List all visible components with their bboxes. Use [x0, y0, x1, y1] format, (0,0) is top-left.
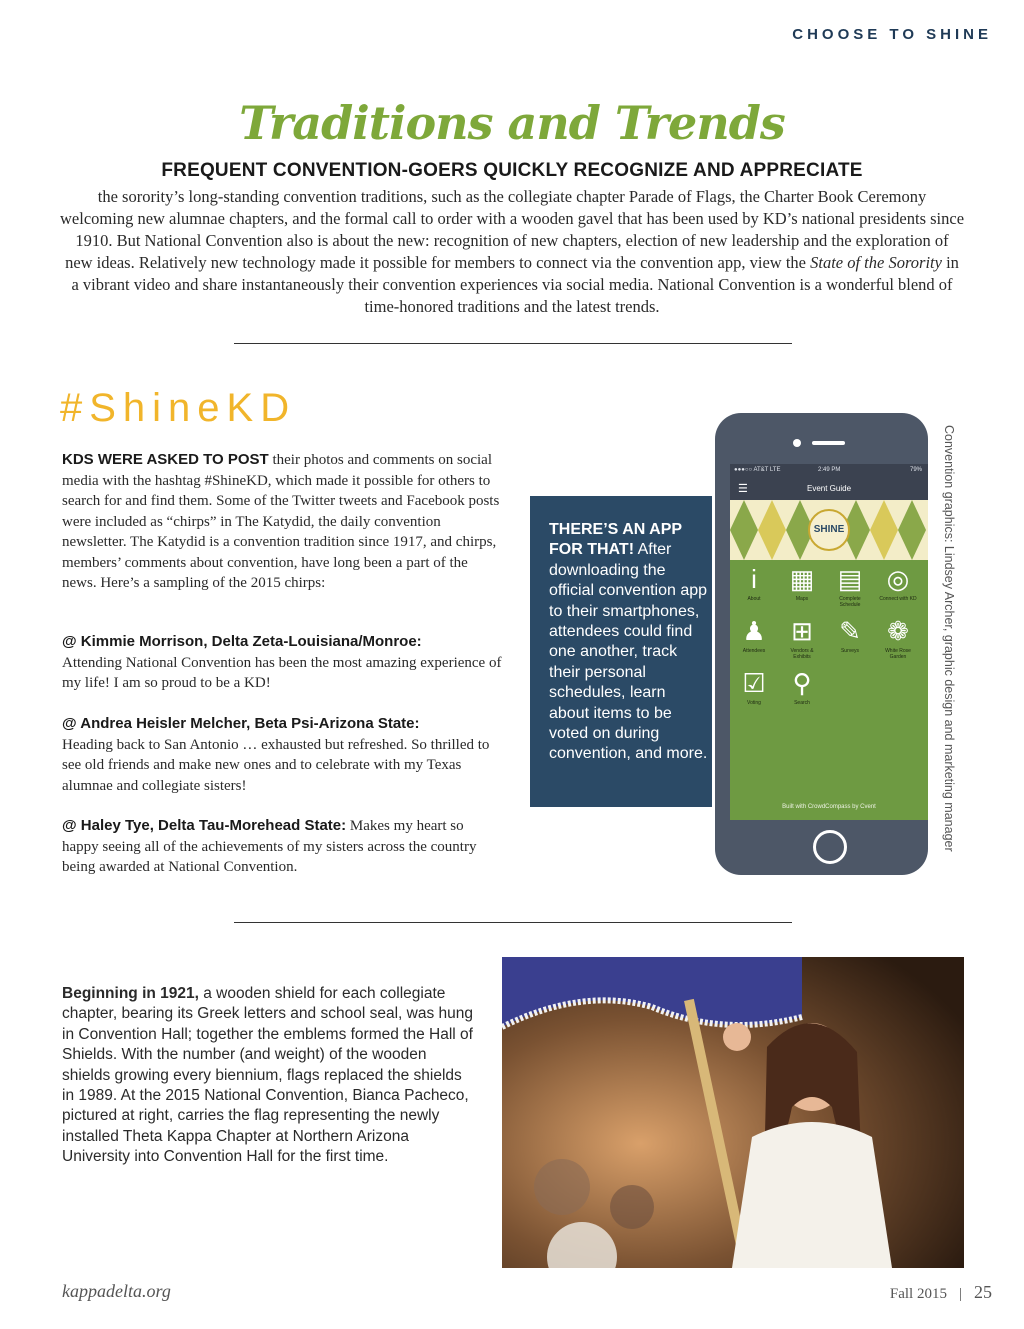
app-banner — [730, 500, 928, 560]
app-search-button[interactable] — [782, 666, 822, 706]
app-attendees-button[interactable] — [734, 614, 774, 654]
voted-icon: ☑ — [742, 668, 766, 698]
app-maps-button[interactable] — [782, 562, 822, 602]
shine-intro-caps: KDS WERE ASKED TO POST — [62, 451, 269, 468]
app-logo-text: SHINE — [813, 524, 845, 535]
hashtag-title: #ShineKD — [60, 386, 297, 430]
chirp — [62, 714, 502, 796]
lead-body-italic: State of the Sorority — [810, 253, 942, 272]
app-surveys-button[interactable] — [830, 614, 870, 654]
chirp-author: @ Haley Tye, Delta Tau-Morehead State: — [62, 817, 347, 834]
shields-lead: Beginning in 1921, — [62, 985, 199, 1002]
app-callout-body: After downloading the official convention app to their smartphones, attendees could find one another, track their personal schedules, learn about items to be voted on during convention, and more. — [549, 541, 708, 763]
shine-intro-body: their photos and comments on social media with the hashtag #ShineKD, which made it possible for others to search for and find them. Some of the Twitter tweets and Facebook posts were included as “chirps” in The Katydid, the daily convention newsletter. The Katydid is a convention tradition since 1917, and chirps, members’ comments about convention, have long been a part of the news. Here’s a sampling of the 2015 chirps: — [62, 452, 500, 591]
globe-icon: ◎ — [886, 564, 910, 594]
rose-icon: ❁ — [887, 616, 909, 646]
app-nav-bar — [730, 478, 928, 500]
shields-paragraph — [62, 984, 474, 1168]
page-number: 25 — [974, 1282, 992, 1302]
footer-separator: | — [958, 1286, 962, 1302]
chirp-text: Makes my heart so happy seeing all of the achievements of my sisters across the country being awarded at National Convention. — [62, 818, 477, 875]
footer-issue — [890, 1282, 992, 1303]
app-nav-title: Event Guide — [806, 484, 852, 493]
app-connect-button[interactable] — [878, 562, 918, 602]
graphics-credit — [940, 425, 960, 865]
survey-icon: ✎ — [839, 616, 861, 646]
chirp-author: @ Kimmie Morrison, Delta Zeta-Louisiana/Monroe: — [62, 633, 422, 650]
menu-icon[interactable]: ☰ — [738, 483, 748, 495]
app-icon-label: Voting — [747, 700, 761, 706]
status-bar — [730, 464, 928, 478]
app-callout-heading: THERE’S AN APP FOR THAT! — [549, 521, 682, 559]
phone-screen — [730, 464, 928, 820]
flag-bearer-photo — [502, 957, 964, 1268]
status-carrier: ●●●○○ AT&T LTE — [734, 467, 781, 473]
app-icon-label: Maps — [795, 596, 809, 602]
phone-home-button — [813, 830, 847, 864]
app-schedule-button[interactable] — [830, 562, 870, 608]
status-time: 2:49 PM — [818, 467, 841, 473]
powered-by: Built with CrowdCompass by Cvent — [782, 804, 876, 810]
shine-intro — [62, 450, 502, 594]
app-icon-label: Surveys — [840, 648, 860, 654]
photo-illustration — [502, 957, 964, 1268]
calendar-icon: ▤ — [837, 564, 863, 594]
chirp — [62, 816, 502, 878]
footer-site: kappadelta.org — [62, 1281, 171, 1301]
search-icon: ⚲ — [792, 668, 812, 698]
app-voting-button[interactable] — [734, 666, 774, 706]
app-icon-label: White Rose Garden — [885, 648, 911, 660]
divider — [234, 922, 792, 923]
lead-body-text: the sorority’s long-standing convention traditions, such as the collegiate chapter Parade of Flags, the Charter Book Ceremony welcoming new alumnae chapters, and the formal call to order with a wooden gavel that has been used by KD’s national presidents since 1910. But National Convention also is about the new: recognition of new chapters, election of new leadership and the exploration of new ideas. Relatively new technology made it possible for members to connect via the convention app, view the — [60, 187, 965, 272]
lead-heading: FREQUENT CONVENTION-GOERS QUICKLY RECOGNIZE AND APPRECIATE — [161, 160, 863, 181]
phone-camera — [793, 439, 801, 447]
section-kicker: CHOOSE TO SHINE — [792, 26, 992, 43]
chirp — [62, 632, 502, 694]
app-icon-label: Complete Schedule — [839, 596, 861, 608]
divider — [234, 343, 792, 344]
status-battery: 79% — [909, 467, 922, 473]
graphics-credit-text: Convention graphics: Lindsey Archer, graphic design and marketing manager — [942, 425, 956, 852]
app-icon-label: About — [747, 596, 761, 602]
map-icon: ▦ — [789, 564, 815, 594]
shields-body: a wooden shield for each collegiate chapter, bearing its Greek letters and school seal, was hung in Convention Hall; together the emblems formed the Hall of Shields. With the number (and weight) of the wooden shields growing every biennium, flags replaced the shields in 1989. At the 2015 National Convention, Bianca Pacheco, pictured at right, carries the flag representing the newly installed Theta Kappa Chapter at Northern Arizona University into Convention Hall for the first time. — [62, 985, 473, 1166]
app-about-button[interactable] — [734, 562, 774, 602]
app-icon-label: Connect with KD — [879, 596, 917, 602]
lead-body — [60, 186, 964, 318]
chirp-text: Heading back to San Antonio … exhausted but refreshed. So thrilled to see old friends and make new ones and to celebrate with my Texas alumnae and collegiate sisters! — [62, 736, 490, 794]
app-icon-label: Vendors & Exhibits — [790, 648, 814, 660]
chirp-author: @ Andrea Heisler Melcher, Beta Psi-Arizona State: — [62, 715, 420, 732]
app-callout-text — [549, 520, 709, 765]
app-rose-garden-button[interactable] — [878, 614, 918, 660]
person-icon: ♟ — [742, 616, 766, 646]
page-title: Traditions and Trends — [239, 96, 785, 150]
app-icon-label: Search — [794, 700, 810, 706]
phone-speaker — [812, 441, 845, 445]
booth-icon: ⊞ — [791, 616, 813, 646]
app-icon-label: Attendees — [742, 648, 766, 654]
chirp-text: Attending National Convention has been the most amazing experience of my life! I am so proud to be a KD! — [62, 654, 502, 691]
lead-body-text-end: in a vibrant video and share instantaneously their convention experiences via social media. National Convention is a wonderful blend of time-honored traditions and the latest trends. — [71, 253, 959, 316]
app-vendors-button[interactable] — [782, 614, 822, 660]
info-icon: i — [751, 564, 757, 594]
footer-issue-label: Fall 2015 — [889, 1286, 947, 1302]
